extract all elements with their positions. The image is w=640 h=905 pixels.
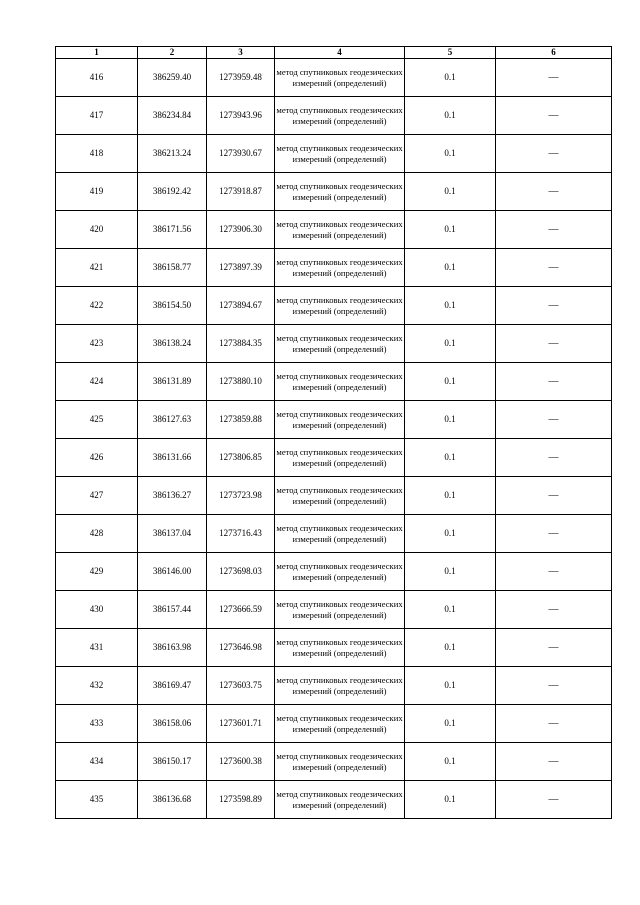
x-coordinate-cell: 386158.77	[138, 249, 207, 287]
table-row	[56, 135, 612, 173]
point-number-cell: 416	[56, 59, 138, 97]
accuracy-cell: 0.1	[405, 591, 496, 629]
table-row	[56, 781, 612, 819]
table-header-row	[56, 47, 612, 59]
y-coordinate-cell: 1273897.39	[207, 249, 275, 287]
y-coordinate-cell: 1273716.43	[207, 515, 275, 553]
y-coordinate-cell: 1273959.48	[207, 59, 275, 97]
method-cell: метод спутниковых геодезических измерений (определений)	[275, 591, 405, 629]
note-cell: —	[496, 135, 612, 173]
y-coordinate-cell: 1273880.10	[207, 363, 275, 401]
method-cell: метод спутниковых геодезических измерений (определений)	[275, 439, 405, 477]
table-row	[56, 591, 612, 629]
note-cell: —	[496, 325, 612, 363]
method-cell: метод спутниковых геодезических измерений (определений)	[275, 59, 405, 97]
column-header: 1	[56, 47, 138, 59]
y-coordinate-cell: 1273601.71	[207, 705, 275, 743]
accuracy-cell: 0.1	[405, 401, 496, 439]
y-coordinate-cell: 1273603.75	[207, 667, 275, 705]
table-row	[56, 363, 612, 401]
x-coordinate-cell: 386154.50	[138, 287, 207, 325]
x-coordinate-cell: 386192.42	[138, 173, 207, 211]
point-number-cell: 422	[56, 287, 138, 325]
x-coordinate-cell: 386150.17	[138, 743, 207, 781]
method-cell: метод спутниковых геодезических измерений (определений)	[275, 325, 405, 363]
note-cell: —	[496, 401, 612, 439]
x-coordinate-cell: 386131.89	[138, 363, 207, 401]
point-number-cell: 428	[56, 515, 138, 553]
accuracy-cell: 0.1	[405, 325, 496, 363]
method-cell: метод спутниковых геодезических измерений (определений)	[275, 515, 405, 553]
table-row	[56, 59, 612, 97]
y-coordinate-cell: 1273859.88	[207, 401, 275, 439]
point-number-cell: 420	[56, 211, 138, 249]
x-coordinate-cell: 386146.00	[138, 553, 207, 591]
accuracy-cell: 0.1	[405, 781, 496, 819]
note-cell: —	[496, 439, 612, 477]
table-row	[56, 97, 612, 135]
table-row	[56, 439, 612, 477]
x-coordinate-cell: 386169.47	[138, 667, 207, 705]
note-cell: —	[496, 249, 612, 287]
accuracy-cell: 0.1	[405, 477, 496, 515]
accuracy-cell: 0.1	[405, 743, 496, 781]
y-coordinate-cell: 1273666.59	[207, 591, 275, 629]
point-number-cell: 432	[56, 667, 138, 705]
note-cell: —	[496, 629, 612, 667]
accuracy-cell: 0.1	[405, 553, 496, 591]
y-coordinate-cell: 1273930.67	[207, 135, 275, 173]
column-header: 2	[138, 47, 207, 59]
point-number-cell: 427	[56, 477, 138, 515]
point-number-cell: 425	[56, 401, 138, 439]
method-cell: метод спутниковых геодезических измерений (определений)	[275, 743, 405, 781]
table-row	[56, 743, 612, 781]
column-header: 4	[275, 47, 405, 59]
point-number-cell: 419	[56, 173, 138, 211]
x-coordinate-cell: 386136.27	[138, 477, 207, 515]
table-row	[56, 629, 612, 667]
table-row	[56, 211, 612, 249]
x-coordinate-cell: 386213.24	[138, 135, 207, 173]
accuracy-cell: 0.1	[405, 135, 496, 173]
note-cell: —	[496, 743, 612, 781]
note-cell: —	[496, 211, 612, 249]
accuracy-cell: 0.1	[405, 173, 496, 211]
accuracy-cell: 0.1	[405, 287, 496, 325]
point-number-cell: 421	[56, 249, 138, 287]
note-cell: —	[496, 705, 612, 743]
accuracy-cell: 0.1	[405, 97, 496, 135]
accuracy-cell: 0.1	[405, 211, 496, 249]
accuracy-cell: 0.1	[405, 667, 496, 705]
y-coordinate-cell: 1273906.30	[207, 211, 275, 249]
method-cell: метод спутниковых геодезических измерений (определений)	[275, 173, 405, 211]
column-header: 6	[496, 47, 612, 59]
table-row	[56, 553, 612, 591]
point-number-cell: 417	[56, 97, 138, 135]
y-coordinate-cell: 1273806.85	[207, 439, 275, 477]
y-coordinate-cell: 1273698.03	[207, 553, 275, 591]
accuracy-cell: 0.1	[405, 439, 496, 477]
method-cell: метод спутниковых геодезических измерений (определений)	[275, 477, 405, 515]
x-coordinate-cell: 386131.66	[138, 439, 207, 477]
note-cell: —	[496, 173, 612, 211]
table-row	[56, 667, 612, 705]
x-coordinate-cell: 386259.40	[138, 59, 207, 97]
accuracy-cell: 0.1	[405, 249, 496, 287]
point-number-cell: 424	[56, 363, 138, 401]
point-number-cell: 429	[56, 553, 138, 591]
point-number-cell: 433	[56, 705, 138, 743]
point-number-cell: 426	[56, 439, 138, 477]
table-row	[56, 477, 612, 515]
x-coordinate-cell: 386163.98	[138, 629, 207, 667]
y-coordinate-cell: 1273884.35	[207, 325, 275, 363]
y-coordinate-cell: 1273918.87	[207, 173, 275, 211]
point-number-cell: 430	[56, 591, 138, 629]
method-cell: метод спутниковых геодезических измерений (определений)	[275, 705, 405, 743]
note-cell: —	[496, 553, 612, 591]
accuracy-cell: 0.1	[405, 629, 496, 667]
note-cell: —	[496, 97, 612, 135]
y-coordinate-cell: 1273943.96	[207, 97, 275, 135]
table-row	[56, 401, 612, 439]
note-cell: —	[496, 781, 612, 819]
x-coordinate-cell: 386157.44	[138, 591, 207, 629]
method-cell: метод спутниковых геодезических измерений (определений)	[275, 363, 405, 401]
x-coordinate-cell: 386138.24	[138, 325, 207, 363]
accuracy-cell: 0.1	[405, 705, 496, 743]
x-coordinate-cell: 386127.63	[138, 401, 207, 439]
column-header: 5	[405, 47, 496, 59]
y-coordinate-cell: 1273723.98	[207, 477, 275, 515]
note-cell: —	[496, 667, 612, 705]
method-cell: метод спутниковых геодезических измерений (определений)	[275, 553, 405, 591]
method-cell: метод спутниковых геодезических измерений (определений)	[275, 135, 405, 173]
y-coordinate-cell: 1273600.38	[207, 743, 275, 781]
table-row	[56, 325, 612, 363]
coordinates-table	[55, 46, 612, 819]
column-header: 3	[207, 47, 275, 59]
method-cell: метод спутниковых геодезических измерений (определений)	[275, 401, 405, 439]
method-cell: метод спутниковых геодезических измерений (определений)	[275, 211, 405, 249]
y-coordinate-cell: 1273894.67	[207, 287, 275, 325]
method-cell: метод спутниковых геодезических измерений (определений)	[275, 97, 405, 135]
y-coordinate-cell: 1273598.89	[207, 781, 275, 819]
x-coordinate-cell: 386234.84	[138, 97, 207, 135]
table-row	[56, 249, 612, 287]
accuracy-cell: 0.1	[405, 515, 496, 553]
note-cell: —	[496, 515, 612, 553]
accuracy-cell: 0.1	[405, 59, 496, 97]
accuracy-cell: 0.1	[405, 363, 496, 401]
point-number-cell: 434	[56, 743, 138, 781]
y-coordinate-cell: 1273646.98	[207, 629, 275, 667]
table-row	[56, 515, 612, 553]
x-coordinate-cell: 386158.06	[138, 705, 207, 743]
point-number-cell: 418	[56, 135, 138, 173]
method-cell: метод спутниковых геодезических измерений (определений)	[275, 249, 405, 287]
x-coordinate-cell: 386137.04	[138, 515, 207, 553]
x-coordinate-cell: 386136.68	[138, 781, 207, 819]
x-coordinate-cell: 386171.56	[138, 211, 207, 249]
note-cell: —	[496, 591, 612, 629]
note-cell: —	[496, 59, 612, 97]
method-cell: метод спутниковых геодезических измерений (определений)	[275, 781, 405, 819]
note-cell: —	[496, 477, 612, 515]
point-number-cell: 435	[56, 781, 138, 819]
method-cell: метод спутниковых геодезических измерений (определений)	[275, 629, 405, 667]
note-cell: —	[496, 363, 612, 401]
table-row	[56, 705, 612, 743]
table-row	[56, 287, 612, 325]
method-cell: метод спутниковых геодезических измерений (определений)	[275, 287, 405, 325]
method-cell: метод спутниковых геодезических измерений (определений)	[275, 667, 405, 705]
point-number-cell: 423	[56, 325, 138, 363]
point-number-cell: 431	[56, 629, 138, 667]
note-cell: —	[496, 287, 612, 325]
table-row	[56, 173, 612, 211]
